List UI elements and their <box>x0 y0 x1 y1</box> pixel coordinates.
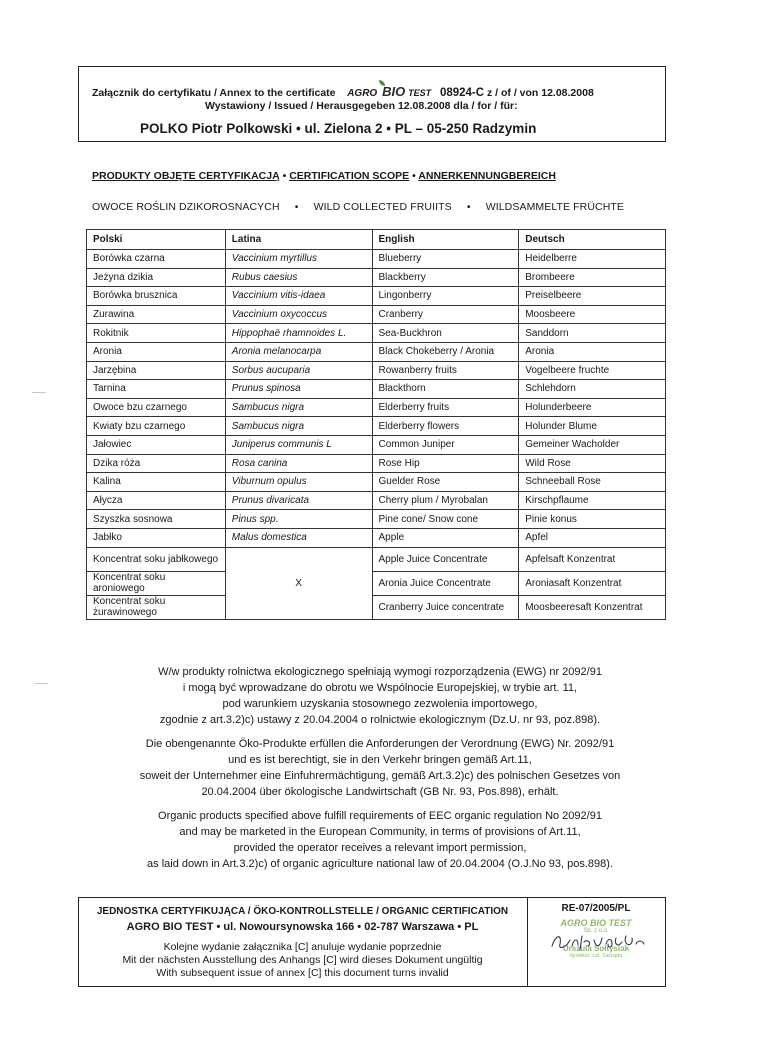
certificate-date: z / of / von 12.08.2008 <box>486 87 594 99</box>
issued-line: Wystawiony / Issued / Herausgegeben 12.08.2008 dla / for / für: <box>205 100 518 112</box>
cell-english: Apple <box>372 528 519 547</box>
cell-latina: Rosa canina <box>225 454 372 473</box>
cell-polski: Koncentrat soku jabłkowego <box>87 547 226 571</box>
cell-deutsch: Wild Rose <box>519 454 666 473</box>
certificate-number: 08924-C <box>439 87 485 99</box>
table-row <box>87 268 666 287</box>
scope-title-en: CERTIFICATION SCOPE <box>289 170 410 182</box>
cell-english: Aronia Juice Concentrate <box>372 571 519 595</box>
cell-latina: Pinus spp. <box>225 510 372 529</box>
cell-latina: Prunus divaricata <box>225 491 372 510</box>
column-header-deutsch: Deutsch <box>519 230 666 250</box>
legal-paragraph-pl: W/w produkty rolnictwa ekologicznego spełniają wymogi rozporządzenia (EWG) nr 2092/91 i mogą być wprowadzane do obrotu we Wspólnocie Europejskiej, w trybie art. 11, pod warunkiem uzyskania stosownego zezwolenia importowego, zgodnie z art.3.2)c) ustawy z 20.04.2004 o rolnictwie ekologicznym (Dz.U. nr 93, poz.898). <box>158 666 602 726</box>
stamp-company: Sp. z o.o. <box>583 928 609 934</box>
legal-paragraph-de: Die obengenannte Öko-Produkte erfüllen die Anforderungen der Verordnung (EWG) Nr. 2092/91 und es ist berechtigt, sie in den Verkehr bringen gemäß Art.11, soweit der Unternehmer eine Einfuhrermächtigung, gemäß Art.3.2)c) des polnischen Gesetzes von 20.04.2004 über ökologische Landwirtschaft (GB Nr. 93, Pos.898), erhält. <box>139 738 621 798</box>
cell-latina: Viburnum opulus <box>225 473 372 492</box>
cell-latina: Sambucus nigra <box>225 417 372 436</box>
table-row <box>87 473 666 492</box>
category-de: WILDSAMMELTE FRÜCHTE <box>485 201 625 213</box>
table-row <box>87 305 666 324</box>
legal-paragraph-en: Organic products specified above fulfill requirements of EEC organic regulation No 2092/91 and may be marketed in the European Community, in terms of provisions of Art.11, provided the operator receives a relevant import permission, as laid down in Art.3.2)c) of organic agriculture national law of 20.04.2004 (O.J.No 93, pos.898). <box>147 810 613 870</box>
certification-scope-title: PRODUKTY OBJĘTE CERTYFIKACJĄ • CERTIFICATION SCOPE • ANNERKENNUNGBEREICH <box>92 170 556 182</box>
cell-english: Black Chokeberry / Aronia <box>372 342 519 361</box>
cell-deutsch: Apfel <box>519 528 666 547</box>
cell-english: Guelder Rose <box>372 473 519 492</box>
cell-polski: Kalina <box>87 473 226 492</box>
cell-english: Cherry plum / Myrobalan <box>372 491 519 510</box>
cell-polski: Owoce bzu czarnego <box>87 398 226 417</box>
cell-deutsch: Heidelberre <box>519 250 666 269</box>
stamp-name: Urszula Sołtysiak <box>562 944 630 953</box>
cell-deutsch: Aroniasaft Konzentrat <box>519 571 666 595</box>
table-row <box>87 435 666 454</box>
scope-title-de: ANNERKENNUNGBEREICH <box>418 170 556 182</box>
cell-latina: Vaccinium oxycoccus <box>225 305 372 324</box>
cell-deutsch: Pinie konus <box>519 510 666 529</box>
cell-deutsch: Holunder Blume <box>519 417 666 436</box>
cell-deutsch: Holunderbeere <box>519 398 666 417</box>
product-category-line: OWOCE ROŚLIN DZIKOROSNACYCH • WILD COLLECTED FRUIITS • WILDSAMMELTE FRÜCHTE <box>92 201 625 213</box>
table-row <box>87 417 666 436</box>
cell-deutsch: Schneeball Rose <box>519 473 666 492</box>
cell-polski: Borówka czarna <box>87 250 226 269</box>
cell-english: Rose Hip <box>372 454 519 473</box>
operator-line: POLKO Piotr Polkowski • ul. Zielona 2 • PL – 05-250 Radzymin <box>140 121 537 136</box>
table-row <box>87 380 666 399</box>
table-row <box>87 250 666 269</box>
handwritten-signature <box>548 930 648 954</box>
cell-polski: Borówka brusznica <box>87 287 226 306</box>
annex-header-line <box>92 80 594 99</box>
cell-english: Blueberry <box>372 250 519 269</box>
cell-polski: Kwiaty bzu czarnego <box>87 417 226 436</box>
cell-latina-not-applicable: X <box>225 547 372 619</box>
table-row <box>87 361 666 380</box>
cell-deutsch: Preiselbeere <box>519 287 666 306</box>
cell-english: Cranberry <box>372 305 519 324</box>
cell-latina: Juniperus communis L <box>225 435 372 454</box>
scope-title-pl: PRODUKTY OBJĘTE CERTYFIKACJĄ <box>92 170 280 182</box>
table-header-row <box>87 230 666 250</box>
certification-unit-address: AGRO BIO TEST • ul. Nowoursynowska 166 • 02-787 Warszawa • PL <box>126 921 479 933</box>
cell-english: Elderberry flowers <box>372 417 519 436</box>
cell-english: Sea-Buckhron <box>372 324 519 343</box>
category-en: WILD COLLECTED FRUIITS <box>313 201 452 213</box>
annex-label: Załącznik do certyfikatu / Annex to the certificate <box>92 87 336 99</box>
reference-code: RE-07/2005/PL <box>561 903 631 914</box>
category-pl: OWOCE ROŚLIN DZIKOROSNACYCH <box>92 201 280 213</box>
table-row-concentrate <box>87 547 666 571</box>
cell-polski: Rokitnik <box>87 324 226 343</box>
cell-polski: Ałycza <box>87 491 226 510</box>
cell-deutsch: Gemeiner Wacholder <box>519 435 666 454</box>
scan-mark <box>34 683 48 684</box>
cell-polski: Aronia <box>87 342 226 361</box>
table-row <box>87 510 666 529</box>
table-row <box>87 324 666 343</box>
validity-note: Kolejne wydanie załącznika [C] anuluje wydanie poprzednie Mit der nächsten Ausstellung des Anhangs [C] wird dieses Dokument ungültig With subsequent issue of annex [C] this document turns invalid <box>122 941 483 979</box>
cell-polski: Dzika róża <box>87 454 226 473</box>
cell-deutsch: Apfelsaft Konzentrat <box>519 547 666 571</box>
cell-latina: Vaccinium vitis-idaea <box>225 287 372 306</box>
table-row-concentrate <box>87 595 666 619</box>
cell-deutsch: Moosbeeresaft Konzentrat <box>519 595 666 619</box>
stamp-logo: AGRO BIO TEST <box>560 918 632 928</box>
cell-english: Common Juniper <box>372 435 519 454</box>
cell-polski: Koncentrat soku aroniowego <box>87 571 226 595</box>
cell-latina: Prunus spinosa <box>225 380 372 399</box>
table-row <box>87 454 666 473</box>
table-row <box>87 342 666 361</box>
table-row <box>87 398 666 417</box>
column-header-english: English <box>372 230 519 250</box>
cell-deutsch: Kirschpflaume <box>519 491 666 510</box>
cell-polski: Jarzębina <box>87 361 226 380</box>
cell-latina: Aronia melanocarpa <box>225 342 372 361</box>
cell-polski: Koncentrat soku żurawinowego <box>87 595 226 619</box>
cell-english: Blackthorn <box>372 380 519 399</box>
cell-latina: Sambucus nigra <box>225 398 372 417</box>
cell-deutsch: Brombeere <box>519 268 666 287</box>
stamp-role: dyrektor, czł. Zarządu <box>569 953 623 959</box>
cell-deutsch: Sanddorn <box>519 324 666 343</box>
cell-latina: Sorbus aucuparia <box>225 361 372 380</box>
cell-english: Apple Juice Concentrate <box>372 547 519 571</box>
cell-english: Blackberry <box>372 268 519 287</box>
table-row <box>87 528 666 547</box>
cell-deutsch: Moosbeere <box>519 305 666 324</box>
scan-mark <box>32 392 46 393</box>
cell-polski: Szyszka sosnowa <box>87 510 226 529</box>
products-table <box>86 229 666 620</box>
column-header-latina: Latina <box>225 230 372 250</box>
cell-polski: Jabłko <box>87 528 226 547</box>
cell-latina: Vaccinium myrtillus <box>225 250 372 269</box>
cell-english: Rowanberry fruits <box>372 361 519 380</box>
cell-deutsch: Vogelbeere fruchte <box>519 361 666 380</box>
certification-unit-line: JEDNOSTKA CERTYFIKUJĄCA / ÖKO-KONTROLLSTELLE / ORGANIC CERTIFICATION <box>96 906 509 917</box>
table-row <box>87 491 666 510</box>
cell-english: Elderberry fruits <box>372 398 519 417</box>
cell-latina: Hippophaë rhamnoides L. <box>225 324 372 343</box>
cell-english: Lingonberry <box>372 287 519 306</box>
agro-bio-test-logo: AGRO BIO TEST <box>347 87 434 99</box>
cell-polski: Jałowiec <box>87 435 226 454</box>
cell-polski: Tarnina <box>87 380 226 399</box>
column-header-polski: Polski <box>87 230 226 250</box>
cell-english: Cranberry Juice concentrate <box>372 595 519 619</box>
table-row-concentrate <box>87 571 666 595</box>
cell-latina: Malus domestica <box>225 528 372 547</box>
table-row <box>87 287 666 306</box>
cell-deutsch: Aronia <box>519 342 666 361</box>
cell-english: Pine cone/ Snow cone <box>372 510 519 529</box>
cell-polski: Zurawina <box>87 305 226 324</box>
cell-polski: Jeżyna dzikia <box>87 268 226 287</box>
cell-deutsch: Schlehdorn <box>519 380 666 399</box>
cell-latina: Rubus caesius <box>225 268 372 287</box>
